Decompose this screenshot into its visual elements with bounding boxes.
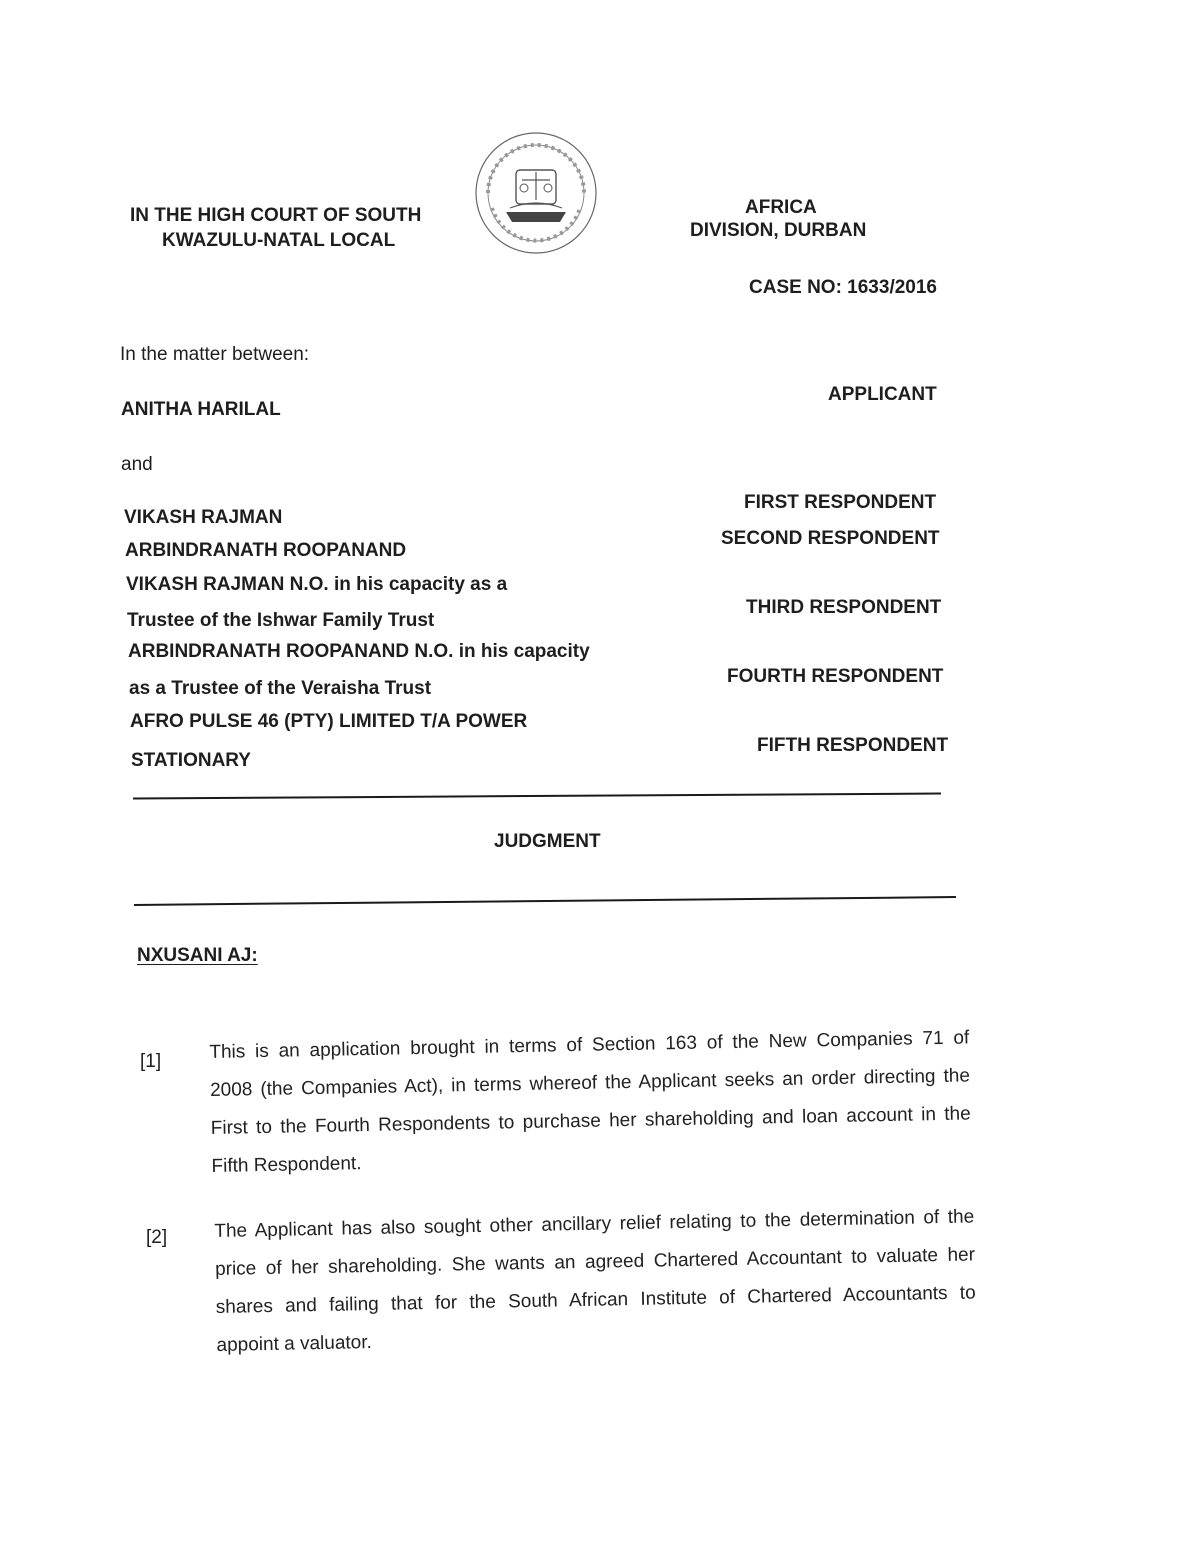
court-name-right-line1: AFRICA [745,197,817,218]
applicant-name: ANITHA HARILAL [121,399,281,420]
court-seal-icon [466,128,606,258]
respondent-4-name-line2: as a Trustee of the Veraisha Trust [129,678,432,699]
respondent-4-role: FOURTH RESPONDENT [727,666,944,687]
paragraph-2 [214,1198,977,1365]
divider-top [133,793,941,800]
paragraph-1-line: 2008 (the Companies Act), in terms whereof the Applicant seeks an order directing the [209,1065,971,1101]
respondent-5-role: FIFTH RESPONDENT [757,735,949,756]
paragraph-2-number: [2] [146,1227,168,1248]
court-name-right-line2: DIVISION, DURBAN [690,220,867,241]
court-name-left-line2: KWAZULU-NATAL LOCAL [162,230,396,251]
paragraph-2-line: appoint a valuator. [216,1331,373,1356]
respondent-4-name-line1: ARBINDRANATH ROOPANAND N.O. in his capacity [128,641,590,662]
judge-name: NXUSANI AJ: [137,945,258,966]
respondent-5-name-line2: STATIONARY [131,750,251,771]
paragraph-2-line: shares and failing that for the South African Institute of Chartered Accountants to [215,1282,976,1318]
respondent-1-role: FIRST RESPONDENT [744,492,937,513]
matter-intro: In the matter between: [120,344,310,365]
paragraph-2-line: price of her shareholding. She wants an agreed Chartered Accountant to valuate her [214,1244,976,1280]
conjunction-and: and [121,454,153,475]
paragraph-1-line: Fifth Respondent. [211,1153,362,1177]
respondent-5-name-line1: AFRO PULSE 46 (PTY) LIMITED T/A POWER [130,711,528,732]
divider-bottom [134,896,956,906]
case-number: CASE NO: 1633/2016 [749,277,937,298]
judgment-title: JUDGMENT [494,831,601,852]
paragraph-1-line: First to the Fourth Respondents to purchase her shareholding and loan account in the [210,1103,971,1139]
paragraph-1-line: This is an application brought in terms of Section 163 of the New Companies 71 of [209,1027,970,1063]
respondent-1-name: VIKASH RAJMAN [124,507,283,528]
respondent-2-role: SECOND RESPONDENT [721,528,940,549]
respondent-2-name: ARBINDRANATH ROOPANAND [125,540,407,561]
paragraph-1 [209,1019,972,1186]
paragraph-2-line: The Applicant has also sought other ancillary relief relating to the determination of the [214,1206,975,1242]
court-name-left-line1: IN THE HIGH COURT OF SOUTH [130,205,422,226]
applicant-role: APPLICANT [828,384,937,405]
respondent-3-role: THIRD RESPONDENT [746,597,942,618]
respondent-3-name-line2: Trustee of the Ishwar Family Trust [127,610,435,631]
respondent-3-name-line1: VIKASH RAJMAN N.O. in his capacity as a [126,574,508,595]
paragraph-1-number: [1] [140,1051,162,1072]
